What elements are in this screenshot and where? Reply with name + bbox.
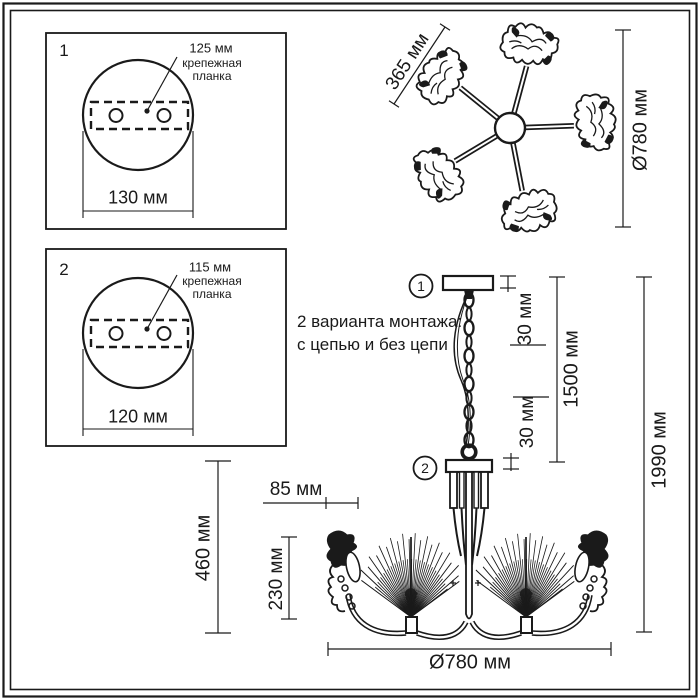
fan-shade-left: [361, 533, 459, 618]
panel-1-base-width-label: 130 мм: [108, 187, 168, 208]
mounting-strip-2: [91, 320, 188, 347]
offset-top-label: 30 мм: [515, 292, 536, 346]
panel-1-plate-name-label: крепежная планка: [182, 55, 242, 83]
canopy: [446, 460, 492, 472]
candle-cup-left: [406, 617, 417, 633]
shade-height-label: 230 мм: [266, 547, 287, 611]
variant-1-digit: 1: [417, 278, 425, 294]
mounting-note-line1: 2 варианта монтажа:: [297, 312, 463, 331]
central-hub: [495, 113, 525, 143]
ceiling-plate: [443, 276, 493, 290]
fan-shade-right: [476, 533, 574, 618]
screw-hole: [110, 327, 123, 340]
rod-cluster: [450, 472, 488, 619]
side-shade-left: [327, 531, 362, 611]
chain: [465, 293, 474, 447]
mounting-note-line2: с цепью и без цепи: [297, 335, 448, 354]
screw-hole: [158, 109, 171, 122]
shade-top-view: [497, 186, 560, 237]
screw-hole: [158, 327, 171, 340]
shade-top-view: [574, 94, 617, 151]
panel-2-plate-width-label: 115 мм: [188, 259, 232, 275]
panel-1-plate-width-label: 125 мм: [189, 40, 233, 56]
center-spike: [466, 472, 472, 619]
variant-2-digit: 2: [421, 460, 429, 476]
top-view-diameter-label: Ø780 мм: [629, 89, 652, 171]
body-height-label: 460 мм: [192, 514, 215, 582]
canopy-width-label: 85 мм: [269, 479, 323, 500]
shade-top-view: [406, 140, 470, 209]
panel-1-index: 1: [59, 41, 69, 60]
panel-2-index: 2: [59, 260, 69, 279]
candle-cup-right: [521, 617, 532, 633]
offset-bottom-label: 30 мм: [517, 395, 538, 449]
side-view-diameter-label: Ø780 мм: [429, 651, 511, 674]
shade-top-view: [497, 18, 562, 72]
total-height-label: 1990 мм: [648, 411, 671, 489]
screw-hole: [110, 109, 123, 122]
arm-length-label: 365 мм: [381, 29, 434, 94]
mounting-strip-1: [91, 102, 188, 129]
panel-2-plate-name-label: крепежная планка: [182, 273, 242, 301]
panel-2-base-width-label: 120 мм: [108, 406, 168, 427]
chain-length-label: 1500 мм: [560, 330, 583, 408]
